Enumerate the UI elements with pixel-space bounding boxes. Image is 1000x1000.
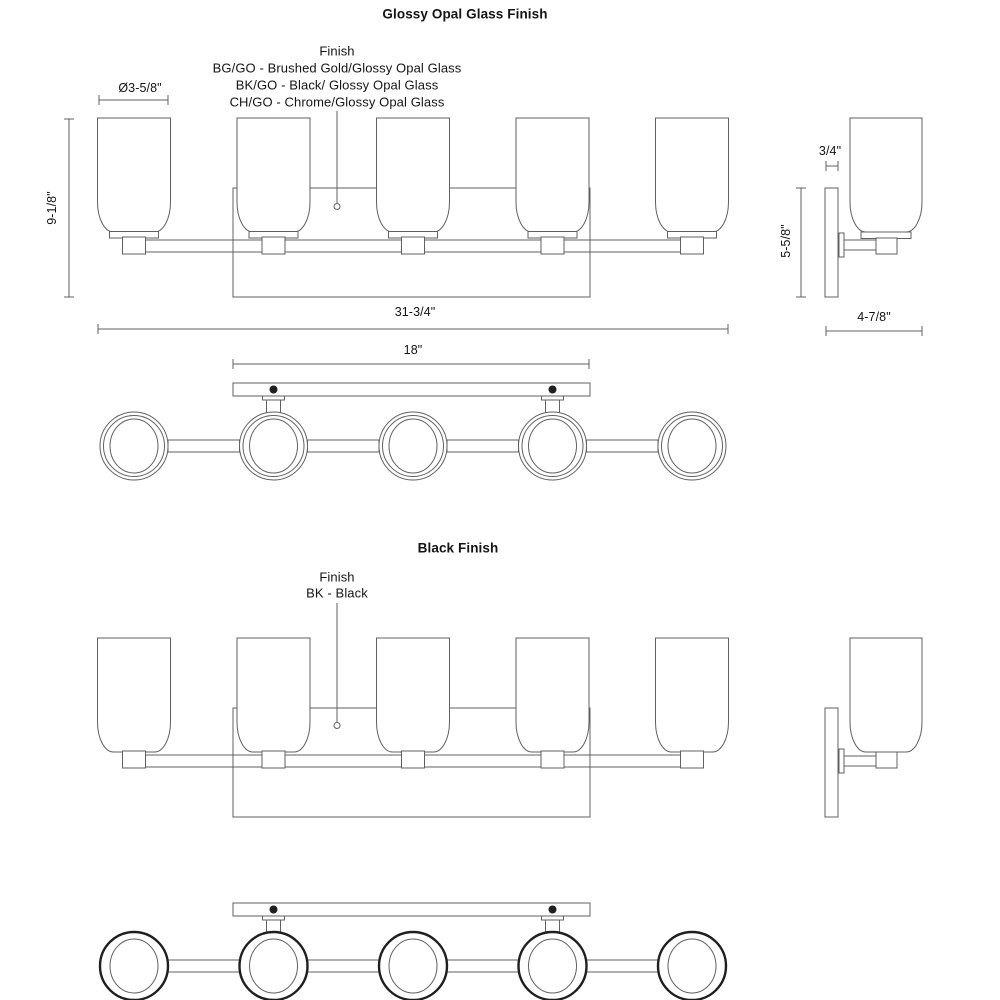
plan-stem <box>546 400 560 413</box>
plan-connector-bar <box>308 960 380 972</box>
side-backplate <box>825 188 838 297</box>
lamp-socket <box>262 237 285 254</box>
plan-connector-bar <box>308 440 380 452</box>
side-arm <box>843 240 876 250</box>
side-glass-shade <box>850 638 922 752</box>
glass-shade <box>377 118 450 232</box>
plan-stem-flange <box>263 396 285 400</box>
plan-connector-bar <box>587 960 659 972</box>
plan-mounting-plate <box>233 903 590 916</box>
dimension-backplate-height: 5-5/8" <box>779 224 793 258</box>
side-lamp-socket <box>876 238 897 254</box>
plan-connector-bar <box>447 960 519 972</box>
finish-leader-dot <box>334 723 340 729</box>
glass-shade <box>237 118 310 232</box>
plan-connector-bar <box>168 440 240 452</box>
side-arm-flange <box>839 749 844 773</box>
finish-option: BG/GO - Brushed Gold/Glossy Opal Glass <box>212 60 462 76</box>
plan-connector-bar <box>447 440 519 452</box>
glass-shade <box>656 118 729 232</box>
glass-shade <box>237 638 310 752</box>
plan-connector-bar <box>587 440 659 452</box>
dimension-shade-diameter: Ø3-5/8" <box>118 81 162 95</box>
glass-shade <box>656 638 729 752</box>
lamp-socket <box>123 237 146 254</box>
glass-shade <box>516 118 589 232</box>
section-title: Black Finish <box>417 540 499 556</box>
finish-option: BK - Black <box>306 585 368 601</box>
plan-mounting-plate <box>233 383 590 396</box>
dimension-backplate-width: 18" <box>403 343 423 357</box>
finish-leader-dot <box>334 204 340 210</box>
side-lamp-socket <box>876 752 897 768</box>
glass-shade <box>98 638 171 752</box>
dimension-overall-width: 31-3/4" <box>394 305 436 319</box>
lamp-socket <box>402 751 425 768</box>
dimension-backplate-depth: 3/4" <box>818 144 842 158</box>
mounting-screw-icon <box>549 906 557 914</box>
lamp-socket <box>541 751 564 768</box>
side-glass-shade <box>850 118 922 232</box>
lamp-socket <box>681 751 704 768</box>
glass-shade <box>98 118 171 232</box>
finish-annotation-label: Finish <box>319 569 355 585</box>
section-title: Glossy Opal Glass Finish <box>382 6 548 22</box>
plan-connector-bar <box>168 960 240 972</box>
lamp-socket <box>123 751 146 768</box>
lamp-socket <box>541 237 564 254</box>
lamp-socket <box>262 751 285 768</box>
lamp-socket <box>402 237 425 254</box>
mounting-screw-icon <box>270 386 278 394</box>
dimension-overall-height: 9-1/8" <box>45 191 59 225</box>
finish-option: BK/GO - Black/ Glossy Opal Glass <box>235 77 439 93</box>
glass-shade <box>516 638 589 752</box>
finish-option: CH/GO - Chrome/Glossy Opal Glass <box>229 94 445 110</box>
dimension-extension: 4-7/8" <box>857 310 891 324</box>
finish-annotation-label: Finish <box>319 43 355 59</box>
glass-shade <box>377 638 450 752</box>
side-arm <box>843 756 876 766</box>
mounting-screw-icon <box>270 906 278 914</box>
plan-stem-flange <box>263 916 285 920</box>
mounting-screw-icon <box>549 386 557 394</box>
plan-stem <box>267 400 281 413</box>
plan-stem-flange <box>542 396 564 400</box>
side-backplate <box>825 708 838 817</box>
plan-stem-flange <box>542 916 564 920</box>
side-arm-flange <box>839 233 844 257</box>
lamp-socket <box>681 237 704 254</box>
